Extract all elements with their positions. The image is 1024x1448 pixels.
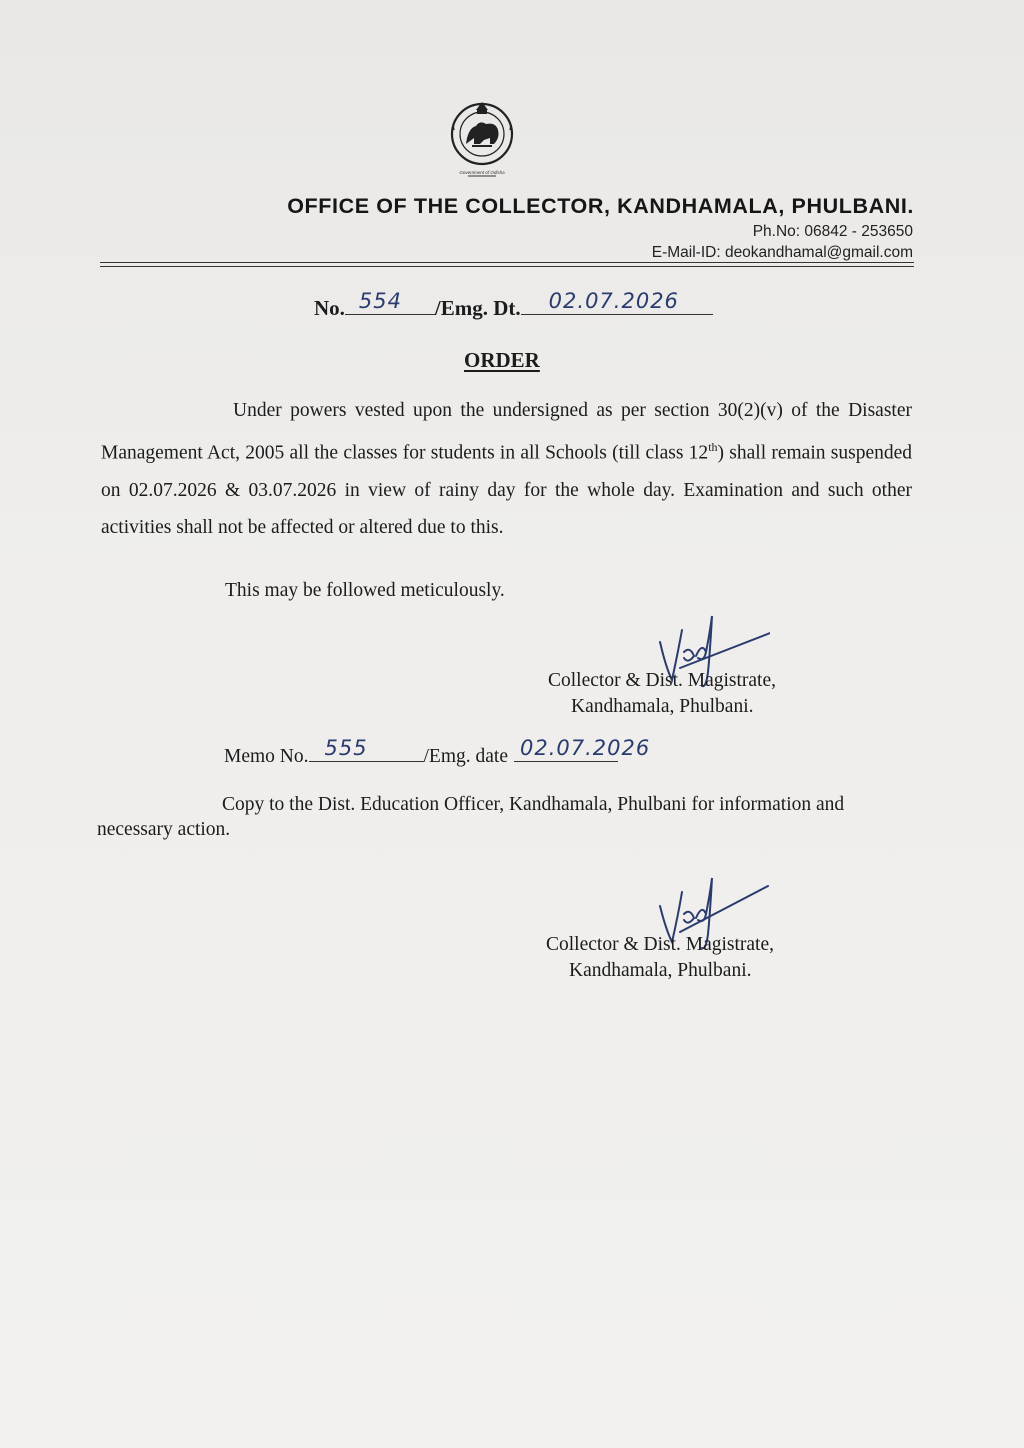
office-phone: Ph.No: 06842 - 253650 — [752, 223, 913, 240]
order-date-field — [521, 289, 713, 315]
order-date-value: 02.07.2026 — [548, 289, 679, 313]
signatory-title: Collector & Dist. Magistrate, — [548, 670, 777, 691]
order-date-label: /Emg. Dt. — [434, 296, 521, 320]
office-title: OFFICE OF THE COLLECTOR, KANDHAMALA, PHULBANI. — [287, 194, 914, 218]
order-no-value: 554 — [358, 289, 403, 313]
order-body-part-b: ) shall remain suspended on 02.07.2026 & 03.07.2026 in view of rainy day for the whole day. Examination and such other activities shall not be affected or altered due to this. — [101, 442, 912, 538]
memo-no-field — [309, 736, 424, 762]
order-heading: ORDER — [464, 348, 540, 372]
memo-copy-to — [97, 792, 887, 842]
order-body-part-a: Under powers vested upon the undersigned as per section 30(2)(v) of the Disaster Management Act, 2005 all the classes for students in all Schools (till class 12 — [101, 400, 912, 464]
order-reference — [314, 289, 713, 321]
office-email: E-Mail-ID: deokandhamal@gmail.com — [651, 244, 913, 261]
header-divider-thin — [100, 266, 914, 267]
memo-no-label: Memo No. — [224, 746, 309, 767]
order-body — [101, 392, 912, 546]
odisha-emblem-icon — [446, 100, 518, 180]
memo-date-value: 02.07.2026 — [519, 736, 651, 760]
order-no-field — [345, 289, 435, 315]
order-body-superscript: th — [708, 440, 718, 454]
header-divider — [100, 262, 914, 263]
order-instruction: This may be followed meticulously. — [225, 580, 505, 601]
signatory-title-memo: Collector & Dist. Magistrate, — [546, 934, 775, 955]
order-no-label: No. — [314, 296, 345, 320]
memo-copy-text: Copy to the Dist. Education Officer, Kandhamala, Phulbani for information and necessary action. — [97, 794, 845, 840]
memo-no-value: 555 — [324, 736, 368, 760]
signatory-block-memo — [546, 932, 774, 984]
memo-reference — [224, 736, 651, 768]
emblem-caption: Government of Odisha — [459, 170, 505, 175]
memo-date-label: /Emg. date — [423, 746, 508, 767]
signatory-location: Kandhamala, Phulbani. — [571, 696, 754, 717]
signatory-block — [548, 668, 776, 720]
signatory-location-memo: Kandhamala, Phulbani. — [569, 960, 752, 981]
memo-date-field — [514, 736, 651, 762]
